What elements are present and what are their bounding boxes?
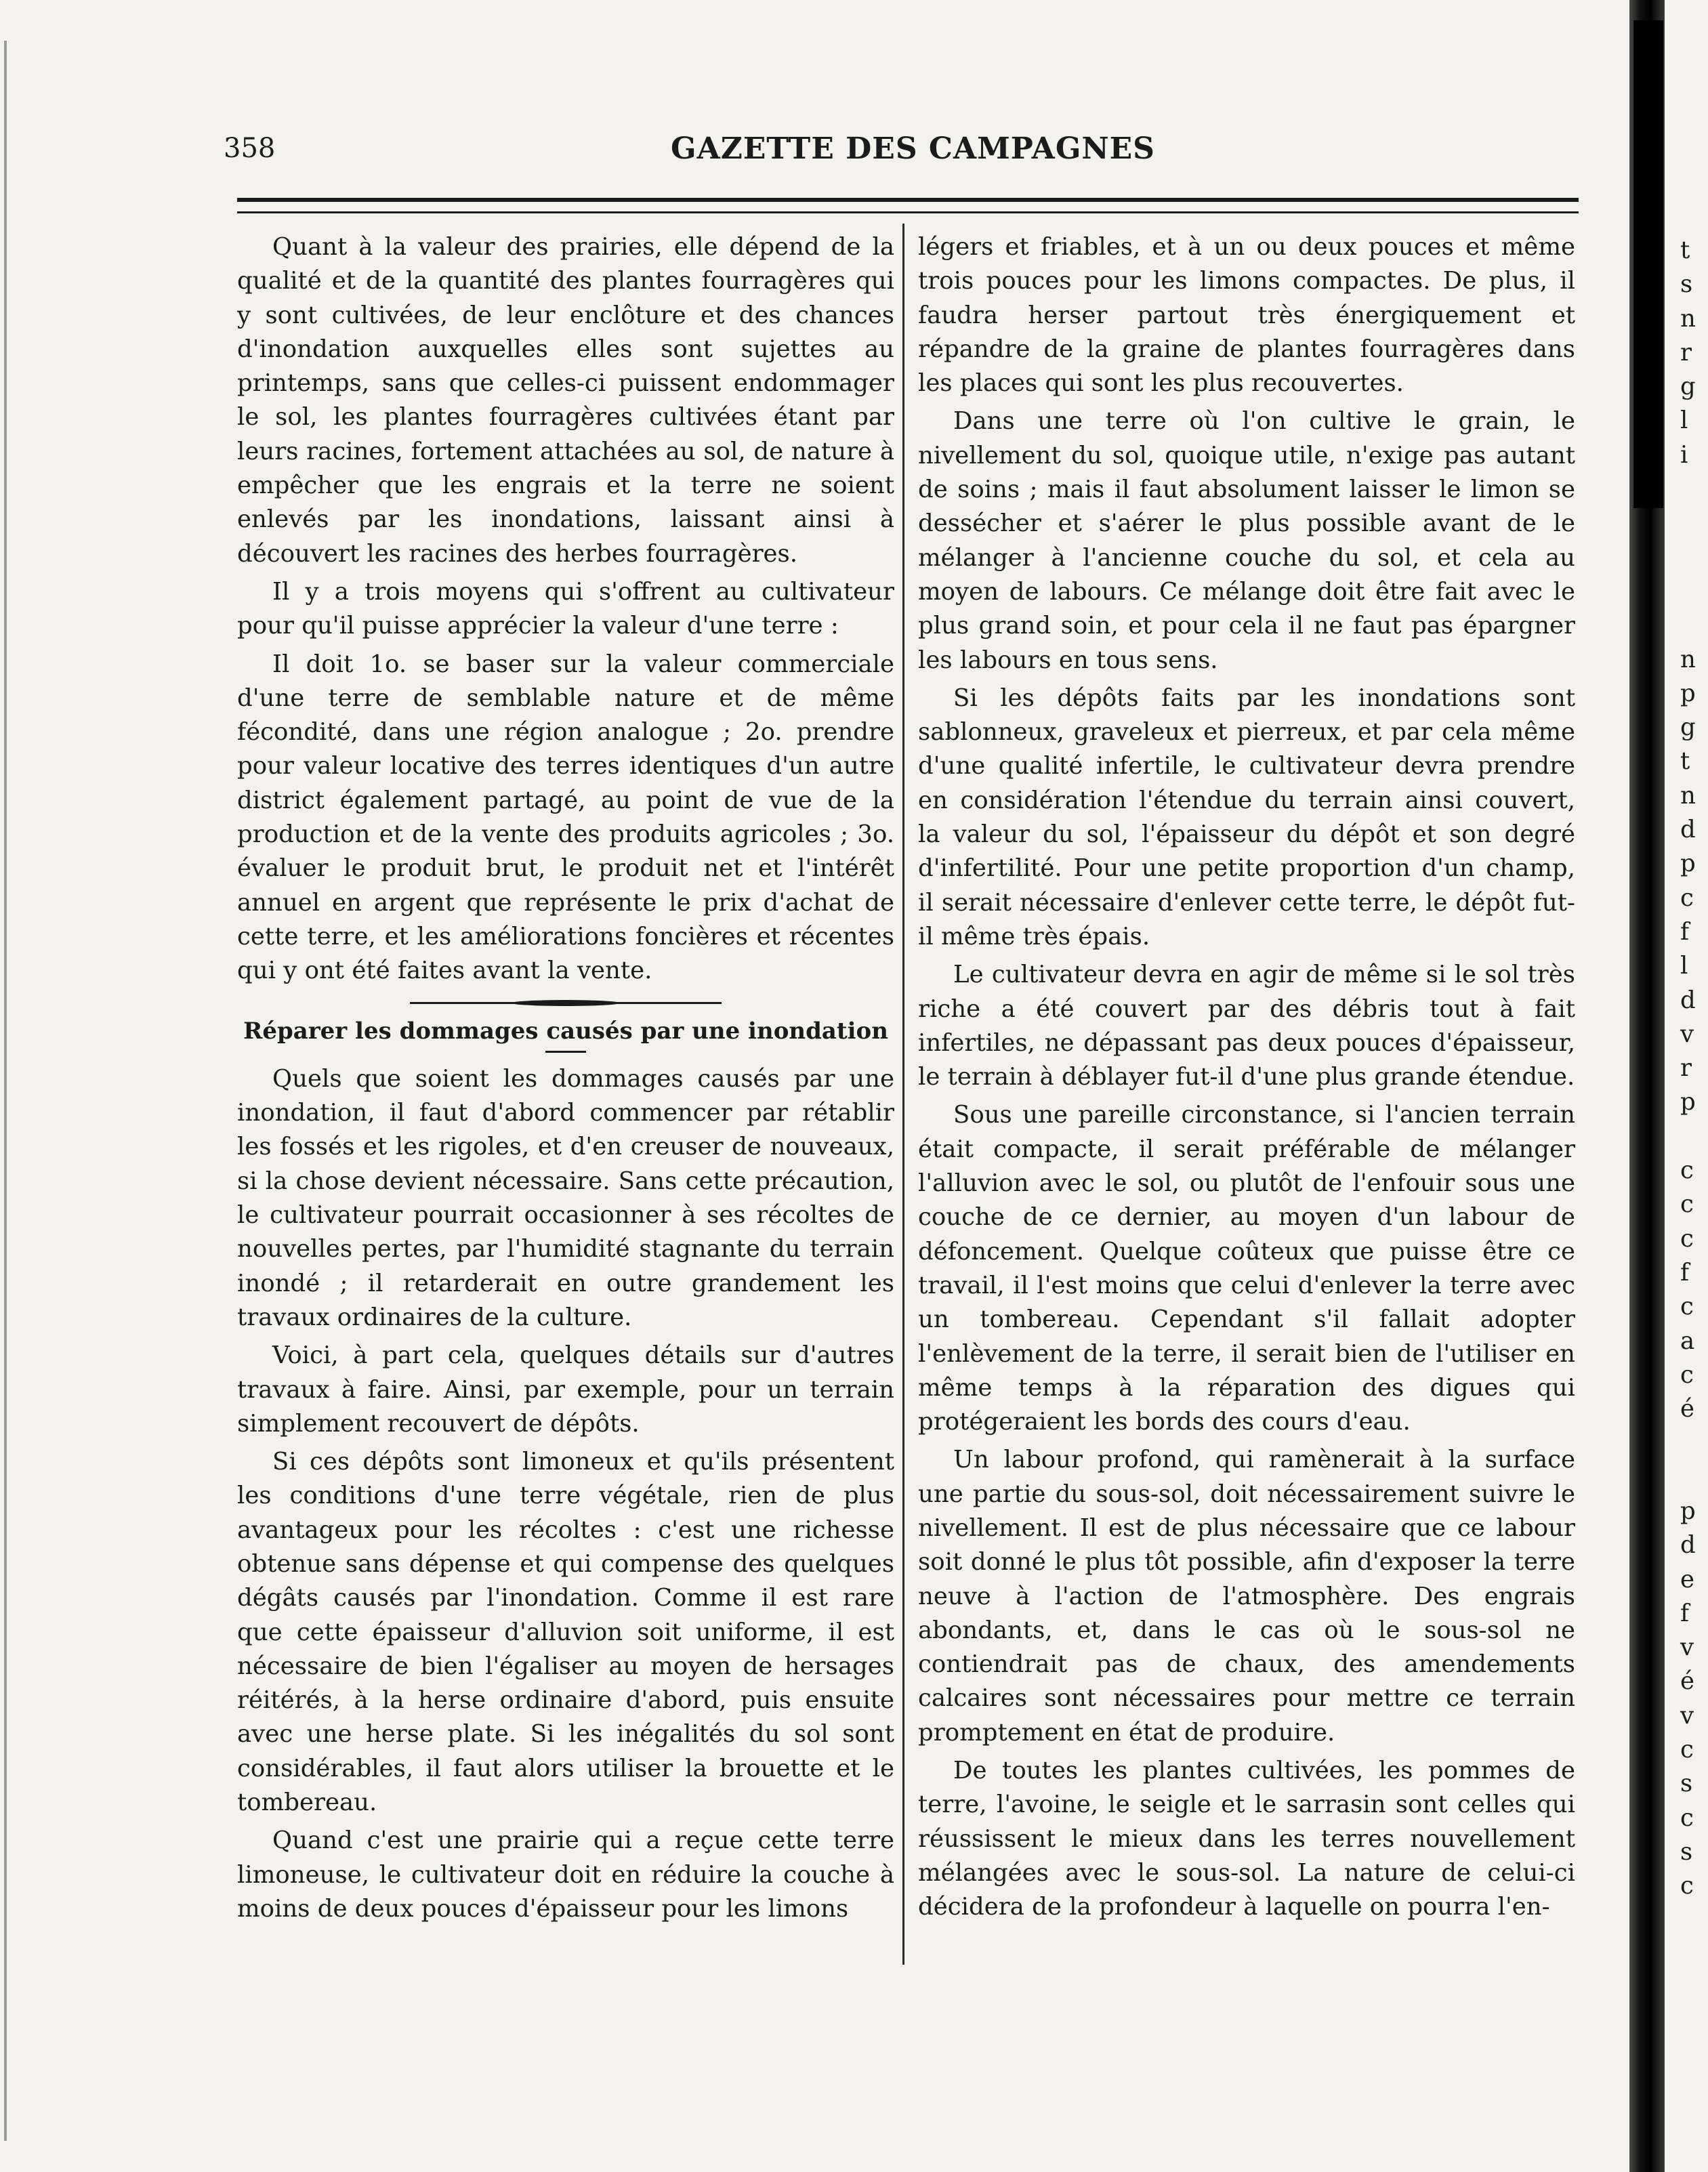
edge-letter: v (1680, 1701, 1694, 1730)
edge-letter: c (1680, 1803, 1694, 1832)
edge-letter: p (1680, 1497, 1696, 1525)
edge-letter: g (1680, 713, 1696, 742)
section-separator (410, 999, 722, 1006)
adjacent-page-edge-text (1680, 234, 1707, 1904)
edge-letter: é (1680, 1667, 1695, 1696)
right-column (918, 230, 1575, 1929)
edge-letter: c (1680, 1156, 1694, 1185)
edge-letter: é (1680, 1395, 1695, 1423)
edge-letter: v (1680, 1633, 1694, 1662)
paragraph: Si les dépôts faits par les inondations sont sablonneux, graveleux et pierreux, et par cela même d'une qualité infertile, le cultivateur devra prendre en considération l'étendue du terrain ainsi couvert, la valeur du sol, l'épaisseur du dépôt et son degré d'infertilité. Pour une petite proportion d'un champ, il serait nécessaire d'enlever cette terre, le dépôt fut-il même très épais. (918, 684, 1575, 951)
binding-shadow-dark (1633, 20, 1663, 508)
edge-letter: s (1680, 1837, 1693, 1866)
paragraph: Le cultivateur devra en agir de même si le sol très riche a été couvert par des débris tout à fait infertiles, ne dépassant pas deux pouces d'épaisseur, le terrain à déblayer fut-il d'une plus grande étendue. (918, 961, 1575, 1091)
edge-letter: d (1680, 986, 1696, 1014)
gazette-title: GAZETTE DES CAMPAGNES (671, 131, 1155, 166)
edge-letter: f (1680, 1258, 1690, 1287)
paragraph: légers et friables, et à un ou deux pouces et même trois pouces pour les limons compactes. De plus, il faudra herser partout très énergiquement et répandre de la graine de plantes fourragères dans les places qui sont les plus recouvertes. (918, 233, 1575, 398)
edge-letter: r (1680, 338, 1692, 367)
paragraph: Il doit 1o. se baser sur la valeur commerciale d'une terre de semblable nature et de même fécondité, dans une région analogue ; 2o. prendre pour valeur locative des terres identiques d'un autre district également partagé, au point de vue de la production et de la vente des produits agricoles ; 3o. évaluer le produit brut, le produit net et l'intérêt annuel en argent que représente le prix d'achat de cette terre, et les améliorations foncières et récentes qui y ont été faites avant la vente. (237, 650, 894, 985)
edge-letter: n (1680, 645, 1696, 673)
paragraph: Quand c'est une prairie qui a reçue cette terre limoneuse, le cultivateur doit en réduire la couche à moins de deux pouces d'épaisseur pour les limons (237, 1826, 894, 1923)
edge-letter (1680, 506, 1707, 540)
edge-letter (1680, 1461, 1707, 1495)
edge-letter (1680, 608, 1707, 642)
paragraph: Il y a trois moyens qui s'offrent au cultivateur pour qu'il puisse apprécier la valeur d'une terre : (237, 577, 894, 640)
edge-letter: p (1680, 1088, 1696, 1116)
edge-letter: s (1680, 270, 1693, 299)
edge-letter: c (1680, 1293, 1694, 1321)
edge-letter: c (1680, 1224, 1694, 1253)
edge-letter (1680, 1426, 1707, 1460)
edge-letter: d (1680, 816, 1696, 844)
page-header (224, 129, 1585, 176)
paragraph: Dans une terre où l'on cultive le grain, le nivellement du sol, quoique utile, n'exige pas autant de soins ; mais il faut absolument laisser le limon se dessécher et s'aérer le plus possible avant de le mélanger à l'ancienne couche du sol, et cela au moyen de labours. Ce mélange doit être fait avec le plus grand soin, et pour cela il ne faut pas épargner les labours en tous sens. (918, 407, 1575, 674)
edge-letter: c (1680, 1736, 1694, 1764)
edge-letter: r (1680, 1054, 1692, 1083)
edge-letter: n (1680, 781, 1696, 810)
page-number: 358 (224, 133, 276, 164)
section-title: Réparer les dommages causés par une inondation (243, 1017, 888, 1045)
edge-letter: c (1680, 1872, 1694, 1900)
paragraph: Quant à la valeur des prairies, elle dépend de la qualité et de la quantité des plantes fourragères qui y sont cultivées, de leur enclôture et des chances d'inondation auxquelles elles sont sujettes au printemps, sans que celles-ci puissent endommager le sol, les plantes fourragères cultivées étant par leurs racines, fortement attachées au sol, de nature à empêcher que les engrais et la terre ne soient enlevés par les inondations, laissant ainsi à découvert les racines des herbes fourragères. (237, 233, 894, 568)
paragraph: Sous une pareille circonstance, si l'ancien terrain était compacte, il serait préférable de mélanger l'alluvion avec le sol, ou plutôt de l'enfouir sous une couche de ce dernier, au moyen d'un labour de défoncement. Quelque coûteux que puisse être ce travail, il l'est moins que celui d'enlever la terre avec un tombereau. Cependant s'il fallait adopter l'enlèvement de la terre, il serait bien de l'utiliser en même temps à la réparation des digues qui protégeraient les bords des cours d'eau. (918, 1101, 1575, 1436)
column-divider (902, 224, 904, 1965)
edge-letter (1680, 575, 1707, 608)
edge-letter: p (1680, 679, 1696, 707)
edge-letter: d (1680, 1531, 1696, 1560)
edge-letter: i (1680, 440, 1688, 469)
edge-letter: v (1680, 1020, 1694, 1048)
edge-letter: c (1680, 1190, 1694, 1219)
edge-letter: c (1680, 883, 1694, 912)
edge-letter (1680, 1120, 1707, 1154)
edge-letter: s (1680, 1770, 1693, 1798)
left-column (237, 230, 894, 1930)
paragraph: Si ces dépôts sont limoneux et qu'ils présentent les conditions d'une terre végétale, rien de plus avantageux pour les récoltes : c'est une richesse obtenue sans dépense et qui compense des quelques dégâts causés par l'inondation. Comme il est rare que cette épaisseur d'alluvion soit uniforme, il est nécessaire de bien l'égaliser au moyen de hersages réitérés, à la herse ordinaire d'abord, puis ensuite avec une herse plate. Si les inégalités du sol sont considérables, il faut alors utiliser la brouette et le tombereau. (237, 1448, 894, 1817)
edge-letter: l (1680, 406, 1688, 435)
edge-letter: f (1680, 917, 1690, 946)
page-edge (4, 41, 7, 2141)
edge-letter: a (1680, 1327, 1695, 1355)
edge-letter: g (1680, 373, 1696, 401)
edge-letter: p (1680, 850, 1696, 878)
edge-letter (1680, 472, 1707, 506)
binding-shadow (1629, 0, 1665, 2172)
paragraph: De toutes les plantes cultivées, les pommes de terre, l'avoine, le seigle et le sarrasin sont celles qui réussissent le mieux dans les terres nouvellement mélangées avec le sous-sol. La nature de celui-ci décidera de la profondeur à laquelle on pourra l'en- (918, 1757, 1575, 1921)
paragraph: Un labour profond, qui ramènerait à la surface une partie du sous-sol, doit nécessairement suivre le nivellement. Il est de plus nécessaire que ce labour soit donné le plus tôt possible, afin d'exposer la terre neuve à l'action de l'atmosphère. Des engrais abondants, et, dans le cas où le sous-sol ne contiendrait pas de chaux, des amendements calcaires sont nécessaires pour mettre ce terrain promptement en état de produire. (918, 1446, 1575, 1747)
edge-letter: n (1680, 304, 1696, 333)
edge-letter: f (1680, 1599, 1690, 1627)
title-dash (545, 1051, 586, 1053)
header-rule (237, 198, 1579, 213)
edge-letter: t (1680, 747, 1690, 776)
paragraph: Quels que soient les dommages causés par une inondation, il faut d'abord commencer par rétablir les fossés et les rigoles, et d'en creuser de nouveaux, si la chose devient nécessaire. Sans cette précaution, le cultivateur pourrait occasionner à ses récoltes de nouvelles pertes, par l'humidité stagnante du terrain inondé ; il retarderait en outre grandement les travaux ordinaires de la culture. (237, 1064, 894, 1331)
edge-letter (1680, 541, 1707, 575)
edge-letter: t (1680, 236, 1690, 264)
edge-letter: c (1680, 1360, 1694, 1389)
edge-letter: l (1680, 952, 1688, 980)
edge-letter: e (1680, 1565, 1695, 1593)
paragraph: Voici, à part cela, quelques détails sur d'autres travaux à faire. Ainsi, par exemple, pour un terrain simplement recouvert de dépôts. (237, 1341, 894, 1438)
